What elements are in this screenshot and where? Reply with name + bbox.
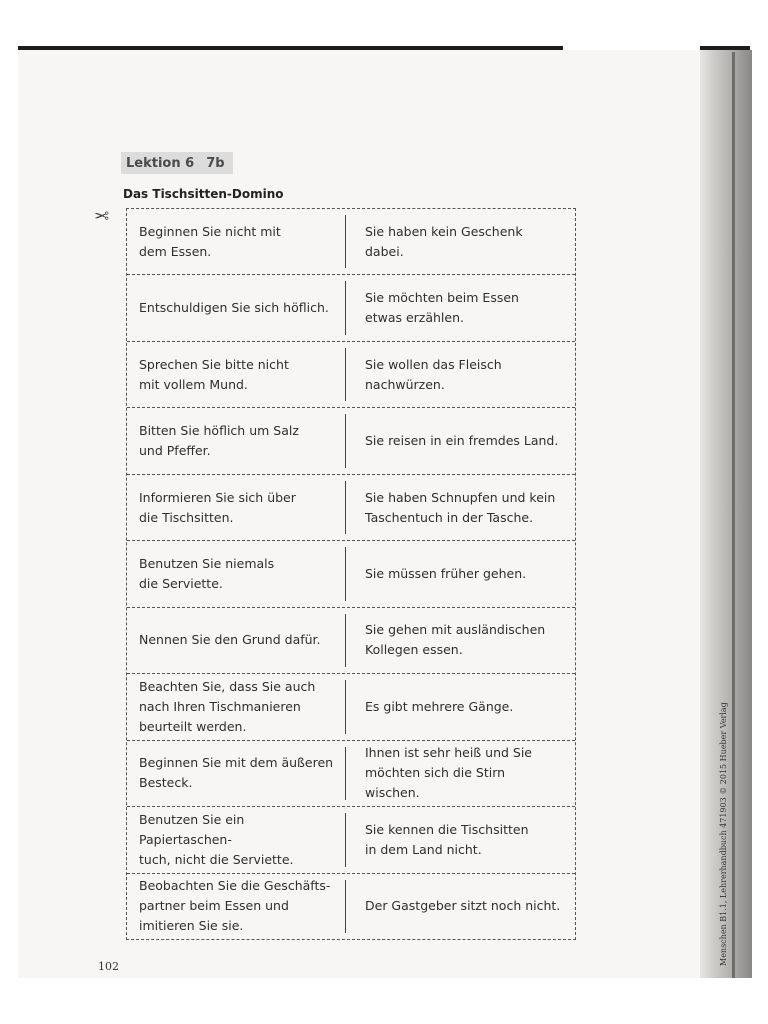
card-divider xyxy=(345,414,346,467)
domino-card xyxy=(127,806,575,872)
domino-card xyxy=(127,341,575,407)
domino-card-left: Sprechen Sie bitte nicht mit vollem Mund. xyxy=(139,356,289,392)
worksheet-title: Das Tischsitten-Domino xyxy=(123,187,284,201)
section-label: 7b xyxy=(206,155,225,171)
domino-card-right: Sie müssen früher gehen. xyxy=(365,565,527,581)
card-divider xyxy=(345,348,346,401)
card-divider xyxy=(345,281,346,334)
domino-card xyxy=(127,474,575,540)
domino-card-left: Nennen Sie den Grund dafür. xyxy=(139,632,321,648)
lesson-label: Lektion 6 xyxy=(126,155,195,171)
copyright-note: Menschen B1.1, Lehrerhandbuch 471903 © 2015 Hueber Verlag xyxy=(719,702,728,966)
domino-card xyxy=(127,209,575,274)
domino-card-left: Bitten Sie höflich um Salz und Pfeffer. xyxy=(139,423,299,459)
card-divider xyxy=(345,880,346,933)
card-divider xyxy=(345,680,346,733)
domino-card-left: Benutzen Sie niemals die Serviette. xyxy=(139,555,275,591)
domino-card-right: Es gibt mehrere Gänge. xyxy=(365,698,514,714)
lesson-tag xyxy=(121,152,233,174)
domino-card xyxy=(127,407,575,473)
card-divider xyxy=(345,614,346,667)
card-divider xyxy=(345,813,346,866)
domino-card-right: Ihnen ist sehr heiß und Sie möchten sich die Stirn wischen. xyxy=(365,745,532,801)
domino-card-right: Sie kennen die Tischsitten in dem Land nicht. xyxy=(365,821,529,857)
scan-right-margin xyxy=(752,50,768,980)
domino-card xyxy=(127,274,575,340)
card-divider xyxy=(345,547,346,600)
domino-card xyxy=(127,873,575,939)
card-divider xyxy=(345,215,346,268)
page-number: 102 xyxy=(98,960,119,973)
scan-top-margin xyxy=(0,0,768,50)
domino-card-right: Sie haben Schnupfen und kein Taschentuch in der Tasche. xyxy=(365,489,556,525)
domino-card-left: Beachten Sie, dass Sie auch nach Ihren Tischmanieren beurteilt werden. xyxy=(139,678,316,734)
domino-card-grid xyxy=(126,208,576,940)
domino-card xyxy=(127,540,575,606)
domino-card-right: Sie wollen das Fleisch nachwürzen. xyxy=(365,356,502,392)
domino-card-left: Beginnen Sie nicht mit dem Essen. xyxy=(139,223,281,259)
domino-card-left: Informieren Sie sich über die Tischsitten. xyxy=(139,489,296,525)
domino-card-right: Sie haben kein Geschenk dabei. xyxy=(365,223,523,259)
domino-card-left: Beobachten Sie die Geschäfts- partner beim Essen und imitieren Sie sie. xyxy=(139,878,331,934)
domino-card-left: Beginnen Sie mit dem äußeren Besteck. xyxy=(139,755,334,791)
domino-card-right: Der Gastgeber sitzt noch nicht. xyxy=(365,898,561,914)
domino-card-left: Benutzen Sie ein Papiertaschen- tuch, nicht die Serviette. xyxy=(139,811,294,867)
domino-card-left: Entschuldigen Sie sich höflich. xyxy=(139,300,329,316)
domino-card xyxy=(127,607,575,673)
scissors-icon: ✂ xyxy=(94,204,110,225)
domino-card-right: Sie reisen in ein fremdes Land. xyxy=(365,433,559,449)
card-divider xyxy=(345,481,346,534)
card-divider xyxy=(345,747,346,800)
domino-card xyxy=(127,740,575,806)
book-spine-line xyxy=(732,52,735,978)
domino-card xyxy=(127,673,575,739)
domino-card-right: Sie gehen mit ausländischen Kollegen essen. xyxy=(365,622,546,658)
domino-card-right: Sie möchten beim Essen etwas erzählen. xyxy=(365,290,519,326)
scan-bottom-margin xyxy=(0,978,768,1024)
